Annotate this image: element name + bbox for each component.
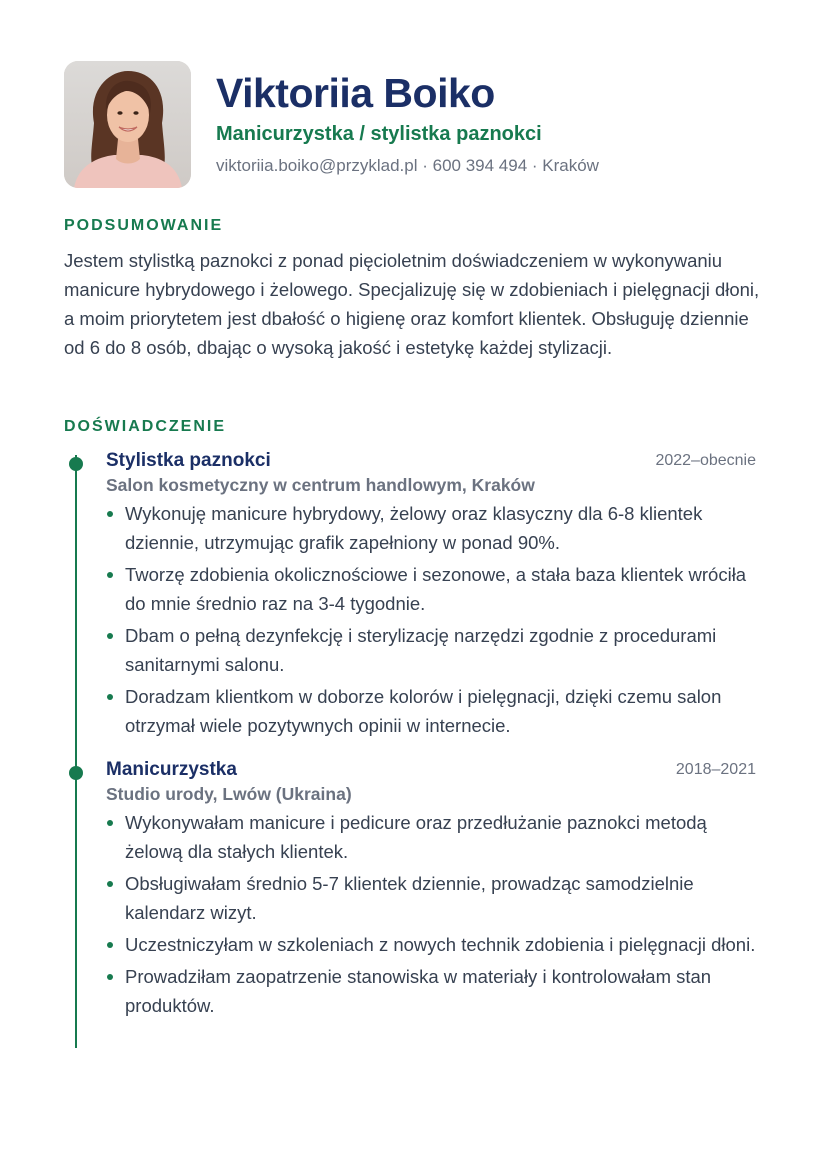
job-header <box>106 758 756 782</box>
bullet-dot-icon <box>107 974 113 980</box>
job-title: Stylistka paznokci <box>106 450 271 471</box>
experience-heading: DOŚWIADCZENIE <box>64 418 226 435</box>
profile-photo <box>64 61 191 188</box>
candidate-name: Viktoriia Boiko <box>216 70 495 116</box>
bullet-text: Dbam o pełną dezynfekcję i sterylizację narzędzi zgodnie z procedurami sanitarnymi salonu. <box>125 625 717 675</box>
timeline-dot <box>69 766 83 780</box>
bullet-item <box>106 808 756 866</box>
bullet-item <box>106 682 756 740</box>
bullet-dot-icon <box>107 633 113 639</box>
job-bullets <box>106 808 756 1020</box>
bullet-item <box>106 621 756 679</box>
bullet-text: Wykonywałam manicure i pedicure oraz przedłużanie paznokci metodą żelową dla stałych klientek. <box>125 812 707 862</box>
bullet-item <box>106 962 756 1020</box>
job-date: 2022–obecnie <box>655 452 756 469</box>
bullet-item <box>106 499 756 557</box>
timeline-line <box>75 455 77 1048</box>
job-bullets <box>106 499 756 740</box>
bullet-text: Tworzę zdobienia okolicznościowe i sezonowe, a stała baza klientek wróciła do mnie średnio raz na 3-4 tygodnie. <box>125 564 747 614</box>
bullet-item <box>106 560 756 618</box>
bullet-dot-icon <box>107 694 113 700</box>
bullet-text: Wykonuję manicure hybrydowy, żelowy oraz klasyczny dla 6-8 klientek dziennie, utrzymując grafik zapełniony w ponad 90%. <box>125 503 703 553</box>
job-date: 2018–2021 <box>675 761 756 778</box>
contact-line: viktoriia.boiko@przyklad.pl · 600 394 494 · Kraków <box>216 156 599 175</box>
bullet-item <box>106 869 756 927</box>
bullet-text: Doradzam klientkom w doborze kolorów i pielęgnacji, dzięki czemu salon otrzymał wiele pozytywnych opinii w internecie. <box>125 686 722 736</box>
timeline-dot <box>69 457 83 471</box>
job-entry <box>106 758 756 1023</box>
candidate-role: Manicurzystka / stylistka paznokci <box>216 123 542 145</box>
bullet-dot-icon <box>107 881 113 887</box>
bullet-dot-icon <box>107 820 113 826</box>
job-entry <box>106 449 756 743</box>
bullet-dot-icon <box>107 572 113 578</box>
job-company: Studio urody, Lwów (Ukraina) <box>106 784 352 804</box>
bullet-text: Obsługiwałam średnio 5-7 klientek dziennie, prowadząc samodzielnie kalendarz wizyt. <box>125 873 694 923</box>
bullet-item <box>106 930 756 959</box>
bullet-text: Prowadziłam zaopatrzenie stanowiska w materiały i kontrolowałam stan produktów. <box>125 966 712 1016</box>
job-header <box>106 449 756 473</box>
summary-text: Jestem stylistką paznokci z ponad pięcioletnim doświadczeniem w wykonywaniu manicure hybrydowego i żelowego. Specjalizuję się w zdobieniach i pielęgnacji dłoni, a moim priorytetem jest dbałość o higienę oraz komfort klientek. Obsługuję dziennie od 6 do 8 osób, dbając o wysoką jakość i estetykę każdej stylizacji. <box>64 250 760 358</box>
job-title: Manicurzystka <box>106 759 237 780</box>
bullet-dot-icon <box>107 511 113 517</box>
job-company: Salon kosmetyczny w centrum handlowym, Kraków <box>106 475 535 495</box>
bullet-text: Uczestniczyłam w szkoleniach z nowych technik zdobienia i pielęgnacji dłoni. <box>125 934 756 955</box>
bullet-dot-icon <box>107 942 113 948</box>
summary-heading: PODSUMOWANIE <box>64 217 224 234</box>
